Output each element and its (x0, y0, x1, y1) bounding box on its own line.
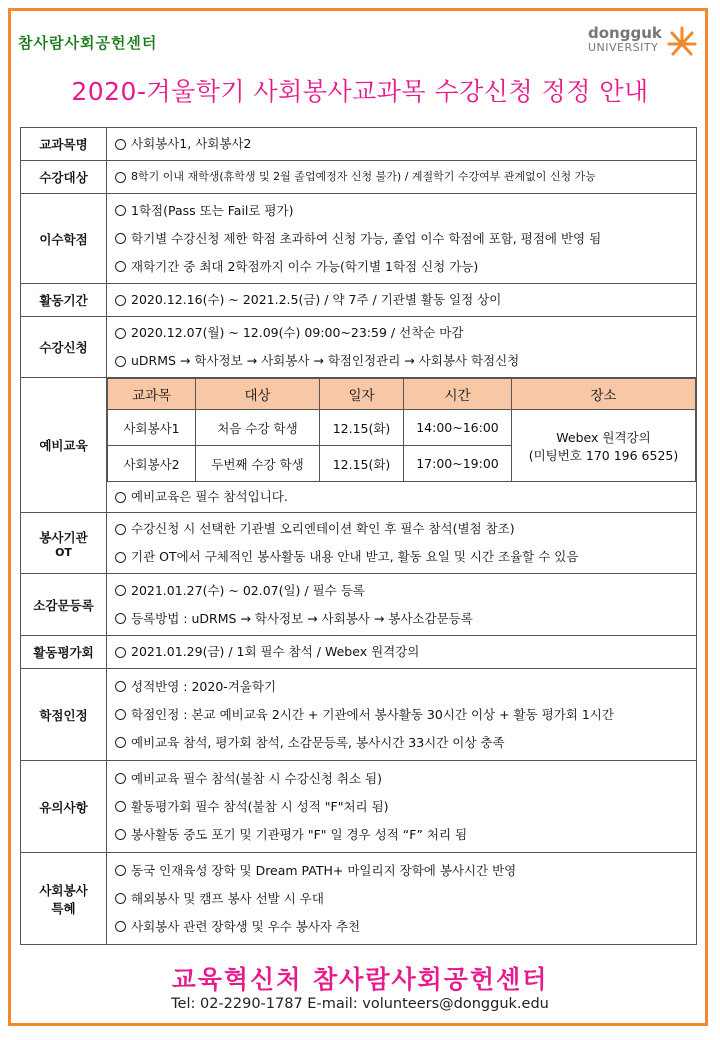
bullet-circle-icon (115, 552, 126, 563)
bullet-circle-icon (115, 801, 126, 812)
cell-course: 사회봉사1 (108, 410, 196, 446)
row-label: 활동기간 (21, 284, 107, 317)
row-text: 예비교육은 필수 참석입니다. (131, 489, 288, 504)
row-label: 교과목명 (21, 128, 107, 161)
row-target (21, 161, 697, 194)
row-text: 사회봉사 관련 장학생 및 우수 봉사자 추천 (131, 918, 361, 934)
row-text: 2021.01.29(금) / 1회 필수 참석 / Webex 원격강의 (131, 644, 420, 659)
row-label (21, 513, 107, 574)
bullet-circle-icon (115, 681, 126, 692)
pre-education-table (107, 378, 696, 482)
row-caution (21, 761, 697, 853)
column-header: 일자 (320, 379, 404, 410)
row-label: 예비교육 (21, 378, 107, 513)
row-text: 사회봉사1, 사회봉사2 (131, 136, 252, 151)
row-register (21, 317, 697, 378)
column-header: 시간 (404, 379, 512, 410)
row-text: 예비교육 필수 참석(불참 시 수강신청 취소 됨) (131, 770, 382, 786)
row-text: 2021.01.27(수) ~ 02.07(일) / 필수 등록 (131, 582, 365, 598)
cell-date: 12.15(화) (320, 410, 404, 446)
bullet-circle-icon (115, 205, 126, 216)
logo-line2: UNIVERSITY (588, 41, 659, 54)
cell-place (512, 410, 696, 482)
row-text: 수강신청 시 선택한 기관별 오리엔테이션 확인 후 필수 참석(별첨 참조) (131, 521, 515, 536)
row-course (21, 128, 697, 161)
row-benefit (21, 853, 697, 945)
column-header: 교과목 (108, 379, 196, 410)
cell-time: 17:00~19:00 (404, 446, 512, 482)
row-essay (21, 574, 697, 636)
footer-contact: Tel: 02-2290-1787 E-mail: volunteers@dongguk.edu (171, 996, 549, 1012)
place-line2: (미팅번호 170 196 6525) (528, 447, 679, 463)
info-table (20, 127, 697, 945)
footer-org: 교육혁신처 참사람사회공헌센터 (171, 965, 549, 994)
row-label-line2: 특혜 (51, 900, 76, 916)
center-name: 참사람사회공헌센터 (18, 34, 158, 52)
row-label: 소감문등록 (21, 574, 107, 636)
bullet-circle-icon (115, 492, 126, 503)
row-label-line1: 사회봉사 (39, 882, 88, 898)
bullet-circle-icon (115, 172, 126, 183)
bullet-circle-icon (115, 647, 126, 658)
row-evaluation (21, 636, 697, 669)
bullet-circle-icon (115, 524, 126, 535)
bullet-circle-icon (115, 829, 126, 840)
row-text: 학기별 수강신청 제한 학점 초과하여 신청 가능, 졸업 이수 학점에 포함, 평점에 반영 됨 (131, 230, 602, 246)
row-text: 예비교육 참석, 평가회 참석, 소감문등록, 봉사시간 33시간 이상 충족 (131, 734, 505, 750)
bullet-circle-icon (115, 893, 126, 904)
row-recognition (21, 669, 697, 761)
logo-line1: dongguk (588, 24, 662, 42)
row-text: 해외봉사 및 캠프 봉사 선발 시 우대 (131, 890, 324, 906)
row-text: 성적반영 : 2020-겨울학기 (131, 678, 277, 694)
row-text: 학점인정 : 본교 예비교육 2시간 + 기관에서 봉사활동 30시간 이상 + 활동 평가회 1시간 (131, 706, 614, 722)
bullet-circle-icon (115, 295, 126, 306)
bullet-circle-icon (115, 865, 126, 876)
bullet-circle-icon (115, 921, 126, 932)
table-row (108, 410, 696, 446)
bullet-circle-icon (115, 613, 126, 624)
row-credit (21, 194, 697, 284)
bullet-circle-icon (115, 356, 126, 367)
cell-date: 12.15(화) (320, 446, 404, 482)
cell-time: 14:00~16:00 (404, 410, 512, 446)
row-label: 학점인정 (21, 669, 107, 761)
lotus-icon (666, 24, 698, 58)
row-label: 유의사항 (21, 761, 107, 853)
column-header: 장소 (512, 379, 696, 410)
row-label: 수강신청 (21, 317, 107, 378)
row-text: 2020.12.16(수) ~ 2021.2.5(금) / 약 7주 / 기관별 활동 일정 상이 (131, 292, 502, 307)
bullet-circle-icon (115, 139, 126, 150)
row-text: 기관 OT에서 구체적인 봉사활동 내용 안내 받고, 활동 요일 및 시간 조율할 수 있음 (131, 549, 579, 564)
row-text: 재학기간 중 최대 2학점까지 이수 가능(학기별 1학점 신청 가능) (131, 258, 479, 274)
bullet-circle-icon (115, 328, 126, 339)
bullet-circle-icon (115, 709, 126, 720)
bullet-circle-icon (115, 261, 126, 272)
bullet-circle-icon (115, 773, 126, 784)
cell-target: 두번째 수강 학생 (196, 446, 320, 482)
row-label: 수강대상 (21, 161, 107, 194)
bullet-circle-icon (115, 585, 126, 596)
row-label: 이수학점 (21, 194, 107, 284)
row-text: 2020.12.07(월) ~ 12.09(수) 09:00~23:59 / 선착순 마감 (131, 325, 464, 340)
row-pre-education (21, 378, 697, 513)
row-text: 봉사활동 중도 포기 및 기관평가 "F" 일 경우 성적 “F” 처리 됨 (131, 826, 468, 842)
row-text: 활동평가회 필수 참석(불참 시 성적 "F"처리 됨) (131, 798, 389, 814)
cell-course: 사회봉사2 (108, 446, 196, 482)
pre-education-header (108, 379, 696, 410)
row-text: 동국 인재육성 장학 및 Dream PATH+ 마일리지 장학에 봉사시간 반영 (131, 862, 517, 878)
bullet-circle-icon (115, 233, 126, 244)
row-label (21, 853, 107, 945)
cell-target: 처음 수강 학생 (196, 410, 320, 446)
row-text: uDRMS → 학사정보 → 사회봉사 → 학점인정관리 → 사회봉사 학점신청 (131, 353, 520, 368)
row-text: 1학점(Pass 또는 Fail로 평가) (131, 202, 294, 218)
row-text: 등록방법 : uDRMS → 학사정보 → 사회봉사 → 봉사소감문등록 (131, 610, 473, 626)
university-logo (588, 24, 698, 60)
row-agency-ot (21, 513, 697, 574)
place-line1: Webex 원격강의 (556, 429, 651, 445)
row-text: 8학기 이내 재학생(휴학생 및 2월 졸업예정자 신청 불가) / 계절학기 수강여부 관계없이 신청 가능 (131, 170, 596, 183)
column-header: 대상 (196, 379, 320, 410)
row-label-line1: 봉사기관 (39, 529, 88, 545)
bullet-circle-icon (115, 737, 126, 748)
row-label-line2: OT (55, 545, 72, 559)
row-period (21, 284, 697, 317)
page-title: 2020-겨울학기 사회봉사교과목 수강신청 정정 안내 (71, 77, 649, 106)
row-label: 활동평가회 (21, 636, 107, 669)
